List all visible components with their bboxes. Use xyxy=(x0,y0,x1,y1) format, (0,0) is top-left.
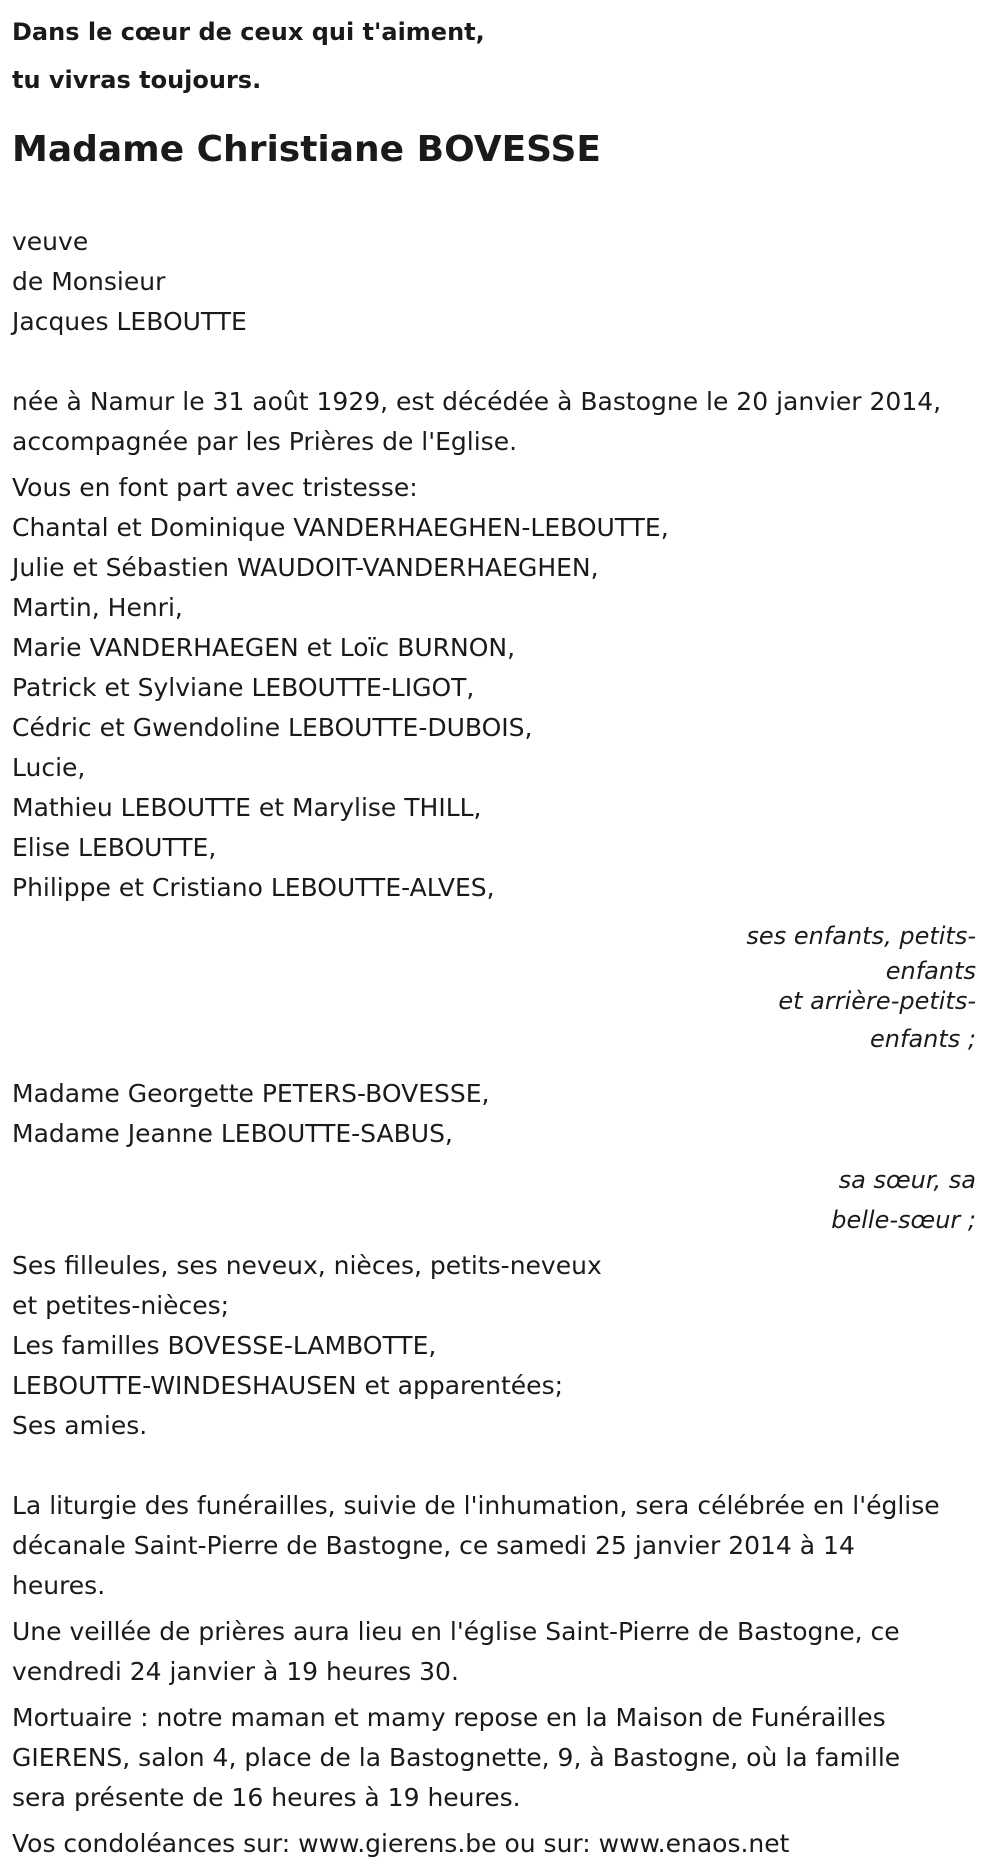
liturgy-line-1: La liturgie des funérailles, suivie de l'inhumation, sera célébrée en l'église xyxy=(12,1491,940,1520)
other-line: LEBOUTTE-WINDESHAUSEN et apparentées; xyxy=(12,1371,564,1400)
liturgy-line-2: décanale Saint-Pierre de Bastogne, ce samedi 25 janvier 2014 à 14 xyxy=(12,1531,855,1560)
condolences-line xyxy=(12,1824,988,1864)
family-member: Julie et Sébastien WAUDOIT-VANDERHAEGHEN, xyxy=(12,553,599,582)
other-line: Ses filleules, ses neveux, nièces, petits-neveux xyxy=(12,1251,602,1280)
mortuary-line-1: Mortuaire : notre maman et mamy repose en la Maison de Funérailles xyxy=(12,1703,886,1732)
family-announcement xyxy=(12,468,988,908)
family-note-line-1: ses enfants, petits- xyxy=(746,922,976,950)
widow-line-2: de Monsieur xyxy=(12,267,166,296)
mortuary-line-2: GIERENS, salon 4, place de la Bastognette, 9, à Bastogne, où la famille xyxy=(12,1743,901,1772)
epigraph-line-1: Dans le cœur de ceux qui t'aiment, xyxy=(12,18,485,46)
other-line: et petites-nièces; xyxy=(12,1291,230,1320)
epigraph xyxy=(12,0,988,104)
mortuary-line-3: sera présente de 16 heures à 19 heures. xyxy=(12,1783,521,1812)
birth-death-paragraph xyxy=(12,382,988,462)
family-member: Patrick et Sylviane LEBOUTTE-LIGOT, xyxy=(12,673,475,702)
vigil-line-1: Une veillée de prières aura lieu en l'église Saint-Pierre de Bastogne, ce xyxy=(12,1617,900,1646)
widow-line-1: veuve xyxy=(12,227,89,256)
family-member: Marie VANDERHAEGEN et Loïc BURNON, xyxy=(12,633,516,662)
widow-of xyxy=(12,222,988,342)
vigil-paragraph xyxy=(12,1612,988,1692)
family-member: Cédric et Gwendoline LEBOUTTE-DUBOIS, xyxy=(12,713,533,742)
family-member: Lucie, xyxy=(12,753,86,782)
family-member: Elise LEBOUTTE, xyxy=(12,833,217,862)
other-relatives xyxy=(12,1246,988,1446)
siblings-note-line-1: sa sœur, sa xyxy=(838,1166,976,1194)
family-member: Mathieu LEBOUTTE et Marylise THILL, xyxy=(12,793,482,822)
epigraph-line-2: tu vivras toujours. xyxy=(12,66,262,94)
family-note-line-2: enfants xyxy=(885,957,976,985)
siblings-relation-note xyxy=(12,1160,988,1240)
siblings-note-line-2: belle-sœur ; xyxy=(831,1206,976,1234)
birth-death-line-1: née à Namur le 31 août 1929, est décédée à Bastogne le 20 janvier 2014, xyxy=(12,387,942,416)
mortuary-paragraph xyxy=(12,1698,988,1818)
widow-line-3: Jacques LEBOUTTE xyxy=(12,307,247,336)
family-member: Martin, Henri, xyxy=(12,593,183,622)
sibling: Madame Jeanne LEBOUTTE-SABUS, xyxy=(12,1119,453,1148)
family-member: Philippe et Cristiano LEBOUTTE-ALVES, xyxy=(12,873,495,902)
condolences-text: Vos condoléances sur: www.gierens.be ou sur: www.enaos.net xyxy=(12,1829,790,1858)
liturgy-paragraph xyxy=(12,1486,988,1606)
birth-death-line-2: accompagnée par les Prières de l'Eglise. xyxy=(12,427,518,456)
family-note-line-4: enfants ; xyxy=(870,1025,976,1053)
other-line: Ses amies. xyxy=(12,1411,148,1440)
sibling: Madame Georgette PETERS-BOVESSE, xyxy=(12,1079,490,1108)
family-note-line-3: et arrière-petits- xyxy=(778,987,976,1015)
vigil-line-2: vendredi 24 janvier à 19 heures 30. xyxy=(12,1657,459,1686)
family-relation-note xyxy=(12,916,988,1062)
other-line: Les familles BOVESSE-LAMBOTTE, xyxy=(12,1331,437,1360)
deceased-name-title: Madame Christiane BOVESSE xyxy=(12,129,601,170)
liturgy-line-3: heures. xyxy=(12,1571,106,1600)
siblings-list xyxy=(12,1074,988,1154)
announce-intro: Vous en font part avec tristesse: xyxy=(12,473,418,502)
family-member: Chantal et Dominique VANDERHAEGHEN-LEBOUTTE, xyxy=(12,513,669,542)
